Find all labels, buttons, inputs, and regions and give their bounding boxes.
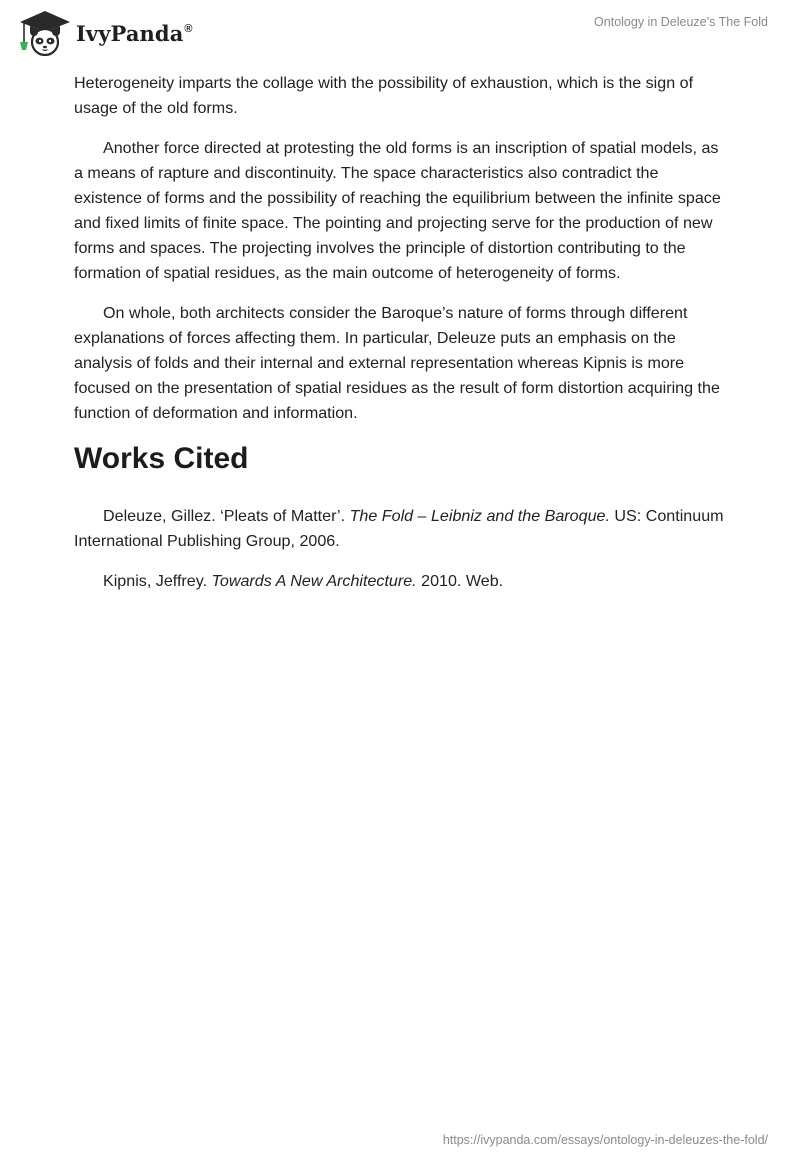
body-paragraph-2: Another force directed at protesting the old forms is an inscription of spatial models, as a means of rapture and discontinuity. The space characteristics also contradict the existence of forms and the possibility of reaching the equilibrium between the infinite space and fixed limits of finite space. The pointing and projecting serve for the production of new forms and spaces. The projecting involves the principle of distortion contributing to the formation of spatial residues, as the main outcome of heterogeneity of forms. bbox=[74, 139, 721, 282]
panda-graduate-icon bbox=[14, 8, 74, 56]
citation-entry-2: Kipnis, Jeffrey. Towards A New Architecture. 2010. Web. bbox=[103, 572, 504, 590]
body-paragraph-3: On whole, both architects consider the Baroque’s nature of forms through different explanations of forces affecting them. In particular, Deleuze puts an emphasis on the analysis of folds and their internal and external representation whereas Kipnis is more focused on the presentation of spatial residues as the result of form distortion acquiring the function of deformation and information. bbox=[74, 304, 720, 422]
source-url-link[interactable]: https://ivypanda.com/essays/ontology-in-deleuzes-the-fold/ bbox=[442, 1133, 768, 1147]
page-header bbox=[0, 0, 800, 60]
essay-content bbox=[74, 71, 728, 609]
body-paragraph-1: Heterogeneity imparts the collage with the possibility of exhaustion, which is the sign of usage of the old forms. bbox=[74, 74, 694, 117]
document-title: Ontology in Deleuze’s The Fold bbox=[594, 15, 768, 29]
logo-wordmark: IvyPanda® bbox=[76, 20, 193, 46]
ivypanda-logo[interactable] bbox=[14, 8, 193, 56]
citation-entry-1: Deleuze, Gillez. ‘Pleats of Matter’. The Fold – Leibniz and the Baroque. US: Continuum International Publishing Group, 2006. bbox=[74, 507, 724, 550]
works-cited-heading: Works Cited bbox=[74, 442, 249, 475]
